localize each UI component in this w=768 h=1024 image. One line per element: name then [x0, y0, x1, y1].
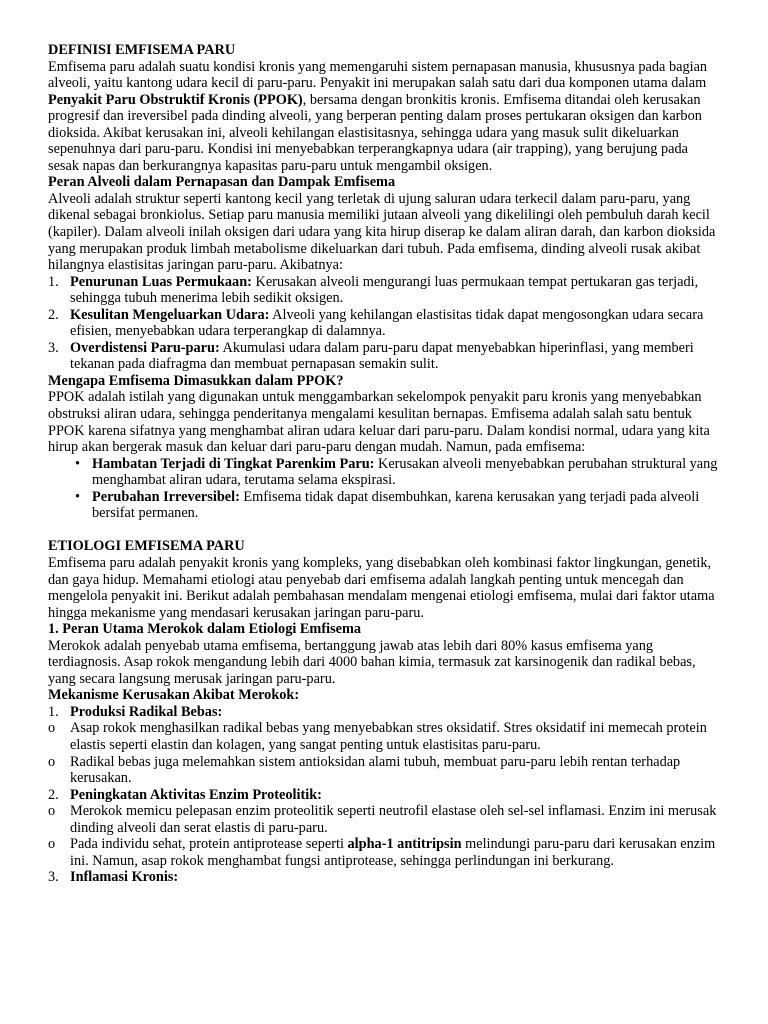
bullet-marker: • [75, 488, 81, 505]
etiologi-paragraph: Emfisema paru adalah penyakit kronis yang kompleks, yang disebabkan oleh kombinasi faktor lingkungan, genetik, dan gaya hidup. Memahami etiologi atau penyebab dari emfisema adalah langkah penting untuk mencegah dan mengelola penyakit ini. Berikut adalah pembahasan mendalam mengenai etiologi emfisema, mulai dari faktor utama hingga mekanisme yang mendasari kerusakan jaringan paru-paru. [48, 554, 715, 621]
circle-bullet-marker: o [48, 753, 56, 770]
sub-list-text: melindungi paru-paru dari kerusakan enzim ini. Namun, asap rokok menghambat fungsi antiprotease, sehingga perlindungan ini berkurang. [70, 836, 716, 869]
list-item [48, 787, 720, 804]
subheading-merokok: 1. Peran Utama Merokok dalam Etiologi Emfisema [48, 621, 362, 638]
akibat-list [48, 274, 720, 373]
sub-list-text: Radikal bebas juga melemahkan sistem antioksidan alami tubuh, membuat paru-paru lebih rentan terhadap kerusakan. [70, 753, 681, 787]
list-item-term: Kesulitan Mengeluarkan Udara: [70, 306, 270, 323]
sub-list-text: Merokok memicu pelepasan enzim proteolitik seperti neutrofil elastase oleh sel-sel inflamasi. Enzim ini merusak dinding alveoli dan serat elastis di paru-paru. [70, 803, 717, 836]
subheading-alveoli: Peran Alveoli dalam Pernapasan dan Dampak Emfisema [48, 174, 396, 191]
list-item-text: Emfisema tidak dapat disembuhkan, karena kerusakan yang terjadi pada alveoli bersifat permanen. [92, 488, 700, 522]
sub-list-item [48, 720, 720, 753]
list-marker: 2. [48, 306, 59, 323]
list-item-term: Produksi Radikal Bebas: [70, 703, 223, 720]
list-item [48, 274, 720, 307]
sub-list-text: Asap rokok menghasilkan radikal bebas yang menyebabkan stres oksidatif. Stres oksidatif ini memecah protein elastis seperti elastin dan kolagen, yang sangat penting untuk elastisitas paru-paru. [70, 720, 707, 753]
circle-bullet-marker: o [48, 803, 56, 820]
list-marker: 1. [48, 273, 59, 290]
list-item-term: Peningkatan Aktivitas Enzim Proteolitik: [70, 786, 322, 803]
ppok-paragraph: PPOK adalah istilah yang digunakan untuk menggambarkan sekelompok penyakit paru kronis yang menyebabkan obstruksi aliran udara, sehingga penderitanya mengalami kesulitan bernapas. Emfisema adalah salah satu bentuk PPOK karena sifatnya yang menghambat aliran udara keluar dari paru-paru. Dalam kondisi normal, udara yang kita hirup akan bergerak masuk dan keluar dari paru-paru dengan mudah. Namun, pada emfisema: [48, 389, 710, 456]
list-marker: 2. [48, 786, 59, 803]
list-item [48, 489, 720, 522]
sub-list-text-bold: alpha-1 antitripsin [347, 836, 462, 853]
section-title-etiologi: ETIOLOGI EMFISEMA PARU [48, 538, 245, 555]
section-spacer [48, 522, 720, 539]
definisi-text-a: Emfisema paru adalah suatu kondisi kronis yang memengaruhi sistem pernapasan manusia, khususnya pada bagian alveoli, yaitu kantong udara kecil di paru-paru. Penyakit ini merupakan salah satu dari dua komponen utama dalam [48, 58, 708, 92]
circle-bullet-marker: o [48, 720, 56, 737]
list-item-text: Kerusakan alveoli mengurangi luas permukaan tempat pertukaran gas terjadi, sehingga tubuh menerima lebih sedikit oksigen. [70, 273, 699, 307]
definisi-text-c: , bersama dengan bronkitis kronis. Emfisema ditandai oleh kerusakan progresif dan ireversibel pada dinding alveoli, yang berperan penting dalam proses pertukaran oksigen dan karbon dioksida. Akibat kerusakan ini, alveoli kehilangan elastisitasnya, sehingga udara yang masuk sulit dikeluarkan sepenuhnya dari paru-paru. Kondisi ini menyebabkan terperangkapnya udara (air trapping), yang berujung pada sesak napas dan berkurangnya kapasitas paru-paru untuk mengambil oksigen. [48, 91, 702, 174]
list-item-term: Inflamasi Kronis: [70, 869, 179, 886]
sub-list-item [48, 803, 720, 836]
sub-list-item [48, 754, 720, 787]
list-item-text: Akumulasi udara dalam paru-paru dapat menyebabkan hiperinflasi, yang memberi tekanan pada diafragma dan membuat pernapasan semakin sulit. [70, 339, 694, 373]
list-item [48, 869, 720, 886]
list-item [48, 456, 720, 489]
section-title-definisi: DEFINISI EMFISEMA PARU [48, 42, 236, 58]
circle-bullet-marker: o [48, 836, 56, 853]
merokok-paragraph: Merokok adalah penyebab utama emfisema, bertanggung jawab atas lebih dari 80% kasus emfisema yang terdiagnosis. Asap rokok mengandung lebih dari 4000 bahan kimia, termasuk zat karsinogenik dan radikal bebas, yang secara langsung merusak jaringan paru-paru. [48, 637, 696, 687]
list-item-term: Overdistensi Paru-paru: [70, 339, 220, 356]
list-item [48, 307, 720, 340]
list-item-term: Perubahan Irreversibel: [92, 488, 240, 505]
list-item-term: Penurunan Luas Permukaan: [70, 273, 252, 290]
sub-list-text: Pada individu sehat, protein antiprotease seperti [70, 836, 348, 853]
bullet-marker: • [75, 455, 81, 472]
list-marker: 3. [48, 869, 59, 886]
subheading-mekanisme: Mekanisme Kerusakan Akibat Merokok: [48, 687, 300, 704]
ppok-bullet-list [48, 456, 720, 522]
list-item-text: Alveoli yang kehilangan elastisitas tidak dapat mengosongkan udara secara efisien, menyebabkan udara terperangkap di dalamnya. [70, 306, 704, 340]
definisi-text-bold: Penyakit Paru Obstruktif Kronis (PPOK) [48, 91, 303, 108]
sub-list-item [48, 836, 720, 869]
subheading-ppok: Mengapa Emfisema Dimasukkan dalam PPOK? [48, 372, 344, 389]
list-marker: 3. [48, 339, 59, 356]
list-item-term: Hambatan Terjadi di Tingkat Parenkim Paru: [92, 455, 375, 472]
alveoli-paragraph: Alveoli adalah struktur seperti kantong kecil yang terletak di ujung saluran udara terkecil dalam paru-paru, yang dikenal sebagai bronkiolus. Setiap paru manusia memiliki jutaan alveoli yang dikelilingi oleh pembuluh darah kecil (kapiler). Dalam alveoli inilah oksigen dari udara yang kita hirup diserap ke dalam aliran darah, dan karbon dioksida yang merupakan produk limbah metabolisme dikeluarkan dari tubuh. Pada emfisema, dinding alveoli rusak akibat hilangnya elastisitas jaringan paru-paru. Akibatnya: [48, 190, 716, 274]
definisi-paragraph [48, 59, 720, 175]
list-item [48, 340, 720, 373]
list-item-text: Kerusakan alveoli menyebabkan perubahan struktural yang menghambat aliran udara, terutama selama ekspirasi. [92, 455, 718, 489]
list-marker: 1. [48, 703, 59, 720]
list-item [48, 704, 720, 721]
